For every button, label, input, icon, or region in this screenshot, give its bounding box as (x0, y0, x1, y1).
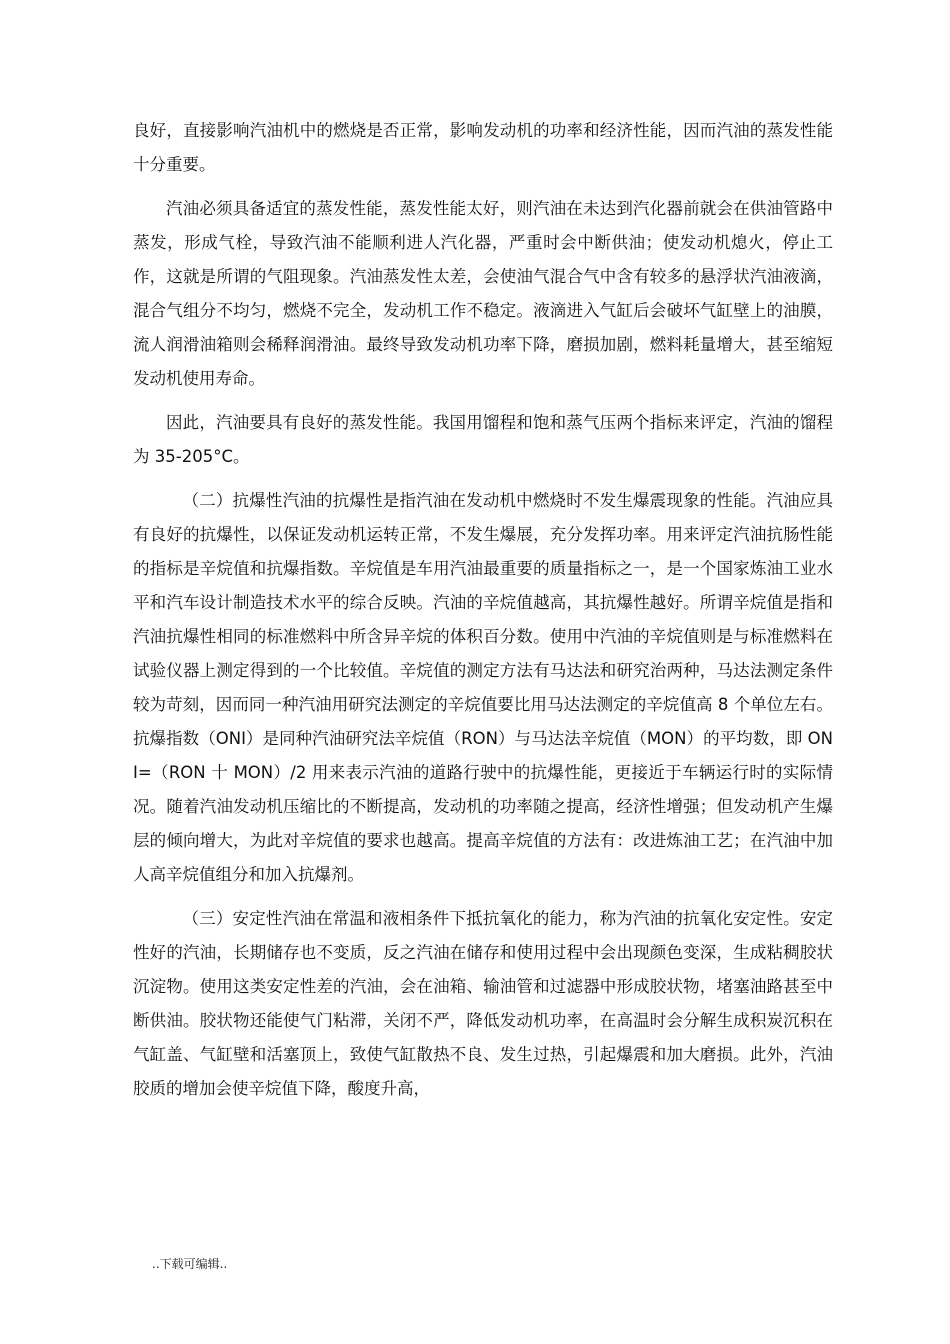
paragraph-gap (133, 396, 833, 406)
paragraph-antiknock: （二）抗爆性汽油的抗爆性是指汽油在发动机中燃烧时不发生爆震现象的性能。汽油应具有良好的抗爆性，以保证发动机运转正常，不发生爆展，充分发挥功率。用来评定汽油抗肠性能的指标是辛烷值和抗爆指数。辛烷值是车用汽油最重要的质量指标之一，是一个国家炼油工业水平和汽车设计制造技术水平的综合反映。汽油的辛烷值越高，其抗爆性越好。所谓辛烷值是指和汽油抗爆性相同的标准燃料中所含异辛烷的体积百分数。使用中汽油的辛烷值则是与标准燃料在试验仪器上测定得到的一个比较值。辛烷值的测定方法有马达法和研究治两种，马达法测定条件较为苛刻，因而同一种汽油用研究法测定的辛烷值要比用马达法测定的辛烷值高 8 个单位左右。抗爆指数（ONI）是同种汽油研究法辛烷值（RON）与马达法辛烷值（MON）的平均数，即 ONI=（RON 十 MON）/2 用来表示汽油的道路行驶中的抗爆性能，更接近于车辆运行时的实际情况。随着汽油发动机压缩比的不断提高，发动机的功率随之提高，经济性增强；但发动机产生爆层的倾向增大，为此对辛烷值的要求也越高。提高辛烷值的方法有：改进炼油工艺；在汽油中加人高辛烷值组分和加入抗爆剂。 (133, 491, 833, 884)
paragraph-stability: （三）安定性汽油在常温和液相条件下抵抗氧化的能力，称为汽油的抗氧化安定性。安定性好的汽油，长期储存也不变质，反之汽油在储存和使用过程中会出现颜色变深，生成粘稠胶状沉淀物。使用这类安定性差的汽油，会在油箱、输油管和过滤器中形成胶状物，堵塞油路甚至中断供油。胶状物还能使气门粘滞，关闭不严，降低发动机功率，在高温时会分解生成积炭沉积在气缸盖、气缸壁和活塞顶上，致使气缸散热不良、发生过热，引起爆震和加大磨损。此外，汽油胶质的增加会使辛烷值下降，酸度升高， (133, 909, 833, 1098)
paragraph-gap (133, 474, 833, 484)
paragraph-gap (133, 892, 833, 902)
paragraph-distillation: 因此，汽油要具有良好的蒸发性能。我国用馏程和饱和蒸气压两个指标来评定，汽油的馏程为 35-205°C。 (133, 413, 833, 466)
footer-note: ..下载可编辑.. (152, 1257, 228, 1271)
paragraph-continued: 良好，直接影响汽油机中的燃烧是否正常，影响发动机的功率和经济性能，因而汽油的蒸发性能十分重要。 (133, 121, 833, 174)
body-text (133, 114, 833, 1106)
paragraph-volatility: 汽油必须具备适宜的蒸发性能，蒸发性能太好，则汽油在未达到汽化器前就会在供油管路中蒸发，形成气栓，导致汽油不能顺利进人汽化器，严重时会中断供油；使发动机熄火，停止工作，这就是所谓的气阻现象。汽油蒸发性太差，会使油气混合气中含有较多的悬浮状汽油液滴，混合气组分不均匀，燃烧不完全，发动机工作不稳定。液滴进入气缸后会破坏气缸壁上的油膜，流人润滑油箱则会稀释润滑油。最终导致发动机功率下降，磨损加剧，燃料耗量增大，甚至缩短发动机使用寿命。 (133, 199, 833, 388)
paragraph-gap (133, 182, 833, 192)
